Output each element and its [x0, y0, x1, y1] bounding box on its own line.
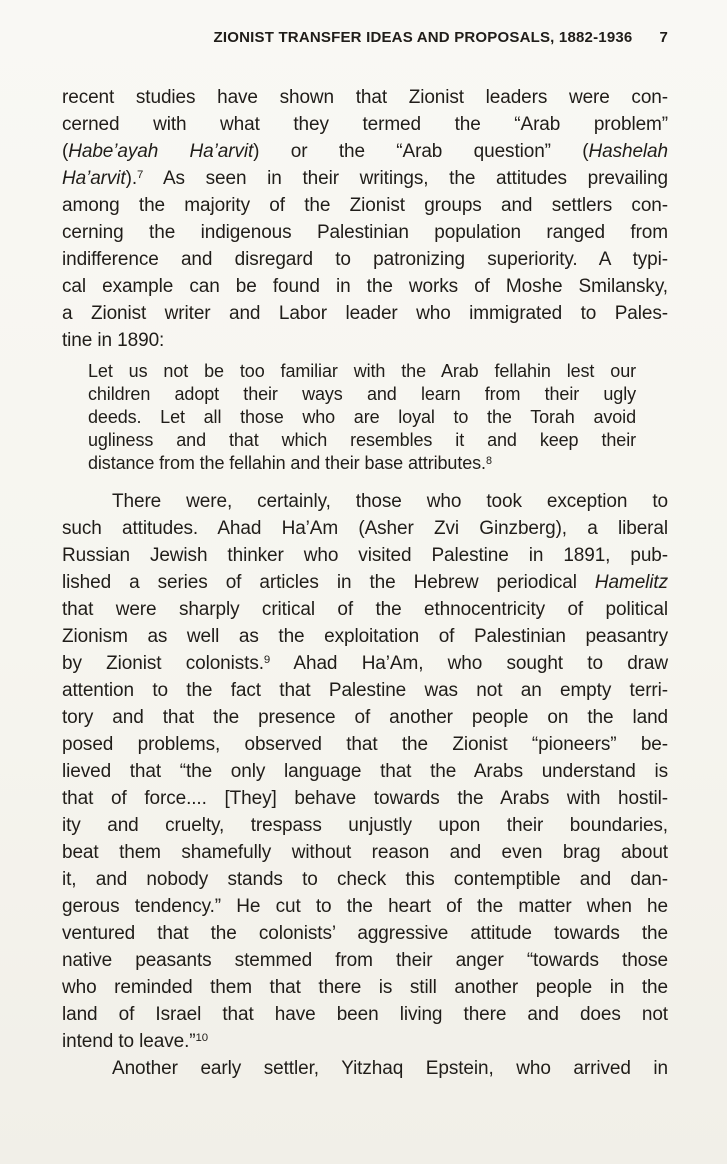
- running-head-title: ZIONIST TRANSFER IDEAS AND PROPOSALS, 1882-1936: [213, 29, 633, 46]
- text-line: posed problems, observed that the Zionist “pioneers” be-: [62, 734, 668, 755]
- text-line: beat them shamefully without reason and even brag about: [62, 842, 668, 863]
- text-line: who reminded them that there is still another people in the: [62, 977, 668, 998]
- text-line: distance from the fellahin and their base attributes.$^8$: [88, 453, 492, 473]
- text-line: it, and nobody stands to check this contemptible and dan-: [62, 869, 668, 890]
- text-line: such attitudes. Ahad Ha’Am (Asher Zvi Ginzberg), a liberal: [62, 518, 668, 539]
- text-line: gerous tendency.” He cut to the heart of the matter when he: [62, 896, 668, 917]
- text-line: attention to the fact that Palestine was not an empty terri-: [62, 680, 668, 701]
- text-line: land of Israel that have been living there and does not: [62, 1004, 668, 1025]
- footnote-marker: 10: [195, 1032, 208, 1045]
- text-line: ventured that the colonists’ aggressive attitude towards the: [62, 923, 668, 944]
- text-line: There were, certainly, those who took exception to: [112, 491, 668, 512]
- text-line: that of force.... [They] behave towards the Arabs with hostil-: [62, 788, 668, 809]
- page-number: 7: [659, 29, 668, 46]
- running-head: [62, 29, 668, 46]
- footnote-marker: 8: [485, 454, 492, 467]
- text-line: cerning the indigenous Palestinian population ranged from: [62, 222, 668, 243]
- text-line: children adopt their ways and learn from their ugly: [88, 384, 636, 404]
- text-line: ity and cruelty, trespass unjustly upon their boundaries,: [62, 815, 668, 836]
- paragraph: [62, 84, 668, 354]
- text-line: Russian Jewish thinker who visited Palestine in 1891, pub-: [62, 545, 668, 566]
- text-line: by Zionist colonists.$^9$ Ahad Ha’Am, who sought to draw: [62, 653, 668, 674]
- paragraph: [62, 1055, 668, 1082]
- text-line: Ha’arvit).$^7$ As seen in their writings, the attitudes prevailing: [62, 168, 668, 189]
- text-line: lished a series of articles in the Hebrew periodical Hamelitz: [62, 572, 668, 593]
- text-line: intend to leave.”$^{10}$: [62, 1031, 208, 1052]
- text-line: among the majority of the Zionist groups and settlers con-: [62, 195, 668, 216]
- text-line: indifference and disregard to patronizing superiority. A typi-: [62, 249, 668, 270]
- text-line: deeds. Let all those who are loyal to the Torah avoid: [88, 407, 636, 427]
- page-body: [62, 84, 668, 1082]
- text-line: Let us not be too familiar with the Arab fellahin lest our: [88, 361, 636, 381]
- text-line: recent studies have shown that Zionist leaders were con-: [62, 87, 668, 108]
- text-line: lieved that “the only language that the Arabs understand is: [62, 761, 668, 782]
- text-line: tory and that the presence of another people on the land: [62, 707, 668, 728]
- text-line: Another early settler, Yitzhaq Epstein, who arrived in: [112, 1058, 668, 1079]
- text-line: tine in 1890:: [62, 330, 165, 351]
- text-line: cerned with what they termed the “Arab problem”: [62, 114, 668, 135]
- text-line: native peasants stemmed from their anger “towards those: [62, 950, 668, 971]
- footnote-marker: 7: [137, 169, 144, 182]
- text-line: a Zionist writer and Labor leader who immigrated to Pales-: [62, 303, 668, 324]
- text-line: ugliness and that which resembles it and keep their: [88, 430, 636, 450]
- text-line: Zionism as well as the exploitation of Palestinian peasantry: [62, 626, 668, 647]
- paragraph: [62, 488, 668, 1055]
- footnote-marker: 9: [263, 654, 271, 667]
- text-line: that were sharply critical of the ethnocentricity of political: [62, 599, 668, 620]
- block-quote: [88, 360, 636, 475]
- text-line: (Habe’ayah Ha’arvit) or the “Arab question” (Hashelah: [62, 141, 668, 162]
- text-line: cal example can be found in the works of Moshe Smilansky,: [62, 276, 668, 297]
